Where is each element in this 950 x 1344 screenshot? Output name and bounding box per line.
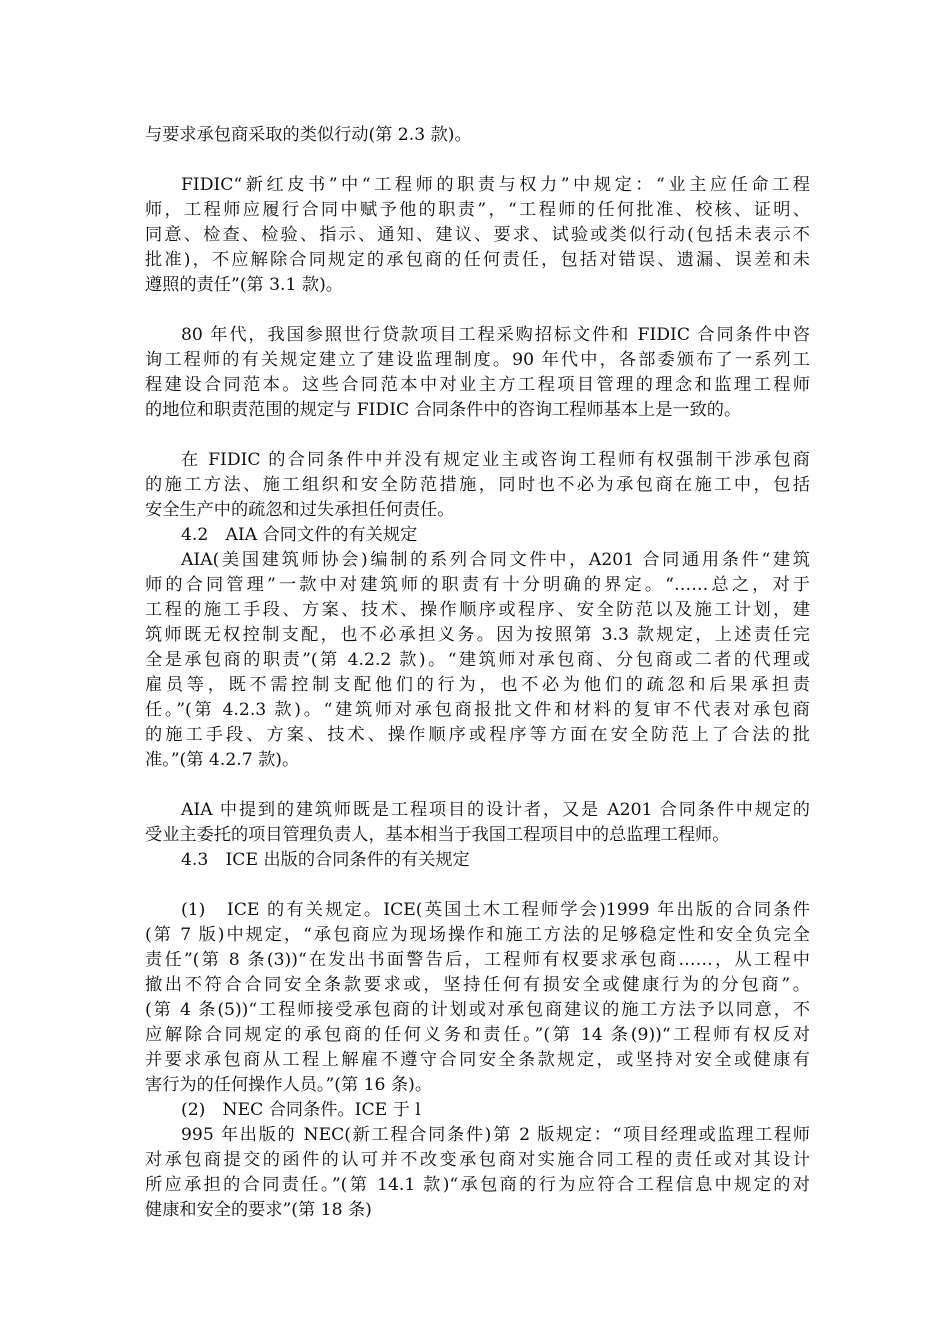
text-line: 同意、检查、检验、指示、通知、建议、要求、试验或类似行动(包括未表示不 — [145, 225, 810, 245]
text-line: 的施工手段、方案、技术、操作顺序或程序等方面在安全防范上了合法的批 — [145, 725, 810, 745]
blank-line — [145, 148, 810, 173]
text-line: 的地位和职责范围的规定与 FIDIC 合同条件中的咨询工程师基本上是一致的。 — [145, 400, 742, 420]
text-line: 受业主委托的项目管理负责人，基本相当于我国工程项目中的总监理工程师。 — [145, 825, 730, 845]
document-body — [145, 123, 810, 1223]
text-line: 师的合同管理”一款中对建筑师的职责有十分明确的界定。“……总之，对于 — [145, 575, 810, 595]
section-heading: (2) NEC 合同条件。ICE 于 l — [181, 1100, 421, 1120]
text-line: FIDIC“新红皮书”中“工程师的职责与权力”中规定：“业主应任命工程 — [181, 175, 810, 195]
text-line: 的施工方法、施工组织和安全防范措施，同时也不必为承包商在施工中，包括 — [145, 475, 810, 495]
text-line: 准。”(第 4.2.7 款)。 — [145, 750, 300, 770]
text-line: 询工程师的有关规定建立了建设监理制度。90 年代中，各部委颁布了一系列工 — [145, 350, 810, 370]
text-line: 健康和安全的要求”(第 18 条) — [145, 1200, 372, 1220]
text-line: 害行为的任何操作人员。”(第 16 条)。 — [145, 1075, 433, 1095]
text-line: 安全生产中的疏忽和过失承担任何责任。 — [145, 500, 455, 520]
blank-line — [145, 773, 810, 798]
text-line: (第 4 条(5))“工程师接受承包商的计划或对承包商建议的施工方法予以同意，不 — [145, 1000, 810, 1020]
text-line: 全是承包商的职责”(第 4.2.2 款)。“建筑师对承包商、分包商或二者的代理或 — [145, 650, 810, 670]
text-line: 师，工程师应履行合同中赋予他的职责”，“工程师的任何批准、校核、证明、 — [145, 200, 810, 220]
blank-line — [145, 873, 810, 898]
text-line: 与要求承包商采取的类似行动(第 2.3 款)。 — [145, 125, 472, 145]
text-line: 雇员等，既不需控制支配他们的行为，也不必为他们的疏忽和后果承担责 — [145, 675, 810, 695]
text-line: 任。”(第 4.2.3 款)。“建筑师对承包商报批文件和材料的复审不代表对承包商 — [145, 700, 810, 720]
text-line: 撤出不符合合同安全条款要求或，坚持任何有损安全或健康行为的分包商”。 — [145, 975, 810, 995]
text-line: 筑师既无权控制支配，也不必承担义务。因为按照第 3.3 款规定，上述责任完 — [145, 625, 810, 645]
text-line: 80 年代，我国参照世行贷款项目工程采购招标文件和 FIDIC 合同条件中咨 — [181, 325, 810, 345]
text-line: 工程的施工手段、方案、技术、操作顺序或程序、安全防范以及施工计划，建 — [145, 600, 810, 620]
text-line: 批准)，不应解除合同规定的承包商的任何责任，包括对错误、遗漏、误差和未 — [145, 250, 810, 270]
section-heading: 4.3 ICE 出版的合同条件的有关规定 — [181, 850, 470, 870]
text-line: AIA(美国建筑师协会)编制的系列合同文件中，A201 合同通用条件“建筑 — [181, 550, 810, 570]
blank-line — [145, 298, 810, 323]
text-line: 995 年出版的 NEC(新工程合同条件)第 2 版规定：“项目经理或监理工程师 — [181, 1125, 810, 1145]
text-line: 责任”(第 8 条(3))“在发出书面警告后，工程师有权要求承包商……，从工程中 — [145, 950, 810, 970]
text-line: 遵照的责任”(第 3.1 款)。 — [145, 275, 343, 295]
section-heading: 4.2 AIA 合同文件的有关规定 — [181, 525, 418, 545]
text-line: 程建设合同范本。这些合同范本中对业主方工程项目管理的理念和监理工程师 — [145, 375, 810, 395]
text-line: 在 FIDIC 的合同条件中并没有规定业主或咨询工程师有权强制干涉承包商 — [181, 450, 810, 470]
text-line: AIA 中提到的建筑师既是工程项目的设计者，又是 A201 合同条件中规定的 — [181, 800, 810, 820]
text-line: 所应承担的合同责任。”(第 14.1 款)“承包商的行为应符合工程信息中规定的对 — [145, 1175, 810, 1195]
text-line: 对承包商提交的函件的认可并不改变承包商对实施合同工程的责任或对其设计 — [145, 1150, 810, 1170]
text-line: (第 7 版)中规定，“承包商应为现场操作和施工方法的足够稳定性和安全负完全 — [145, 925, 810, 945]
blank-line — [145, 423, 810, 448]
text-line: (1) ICE 的有关规定。ICE(英国土木工程师学会)1999 年出版的合同条件 — [181, 900, 810, 920]
text-line: 并要求承包商从工程上解雇不遵守合同安全条款规定，或坚持对安全或健康有 — [145, 1050, 810, 1070]
text-line: 应解除合同规定的承包商的任何义务和责任。”(第 14 条(9))“工程师有权反对 — [145, 1025, 810, 1045]
